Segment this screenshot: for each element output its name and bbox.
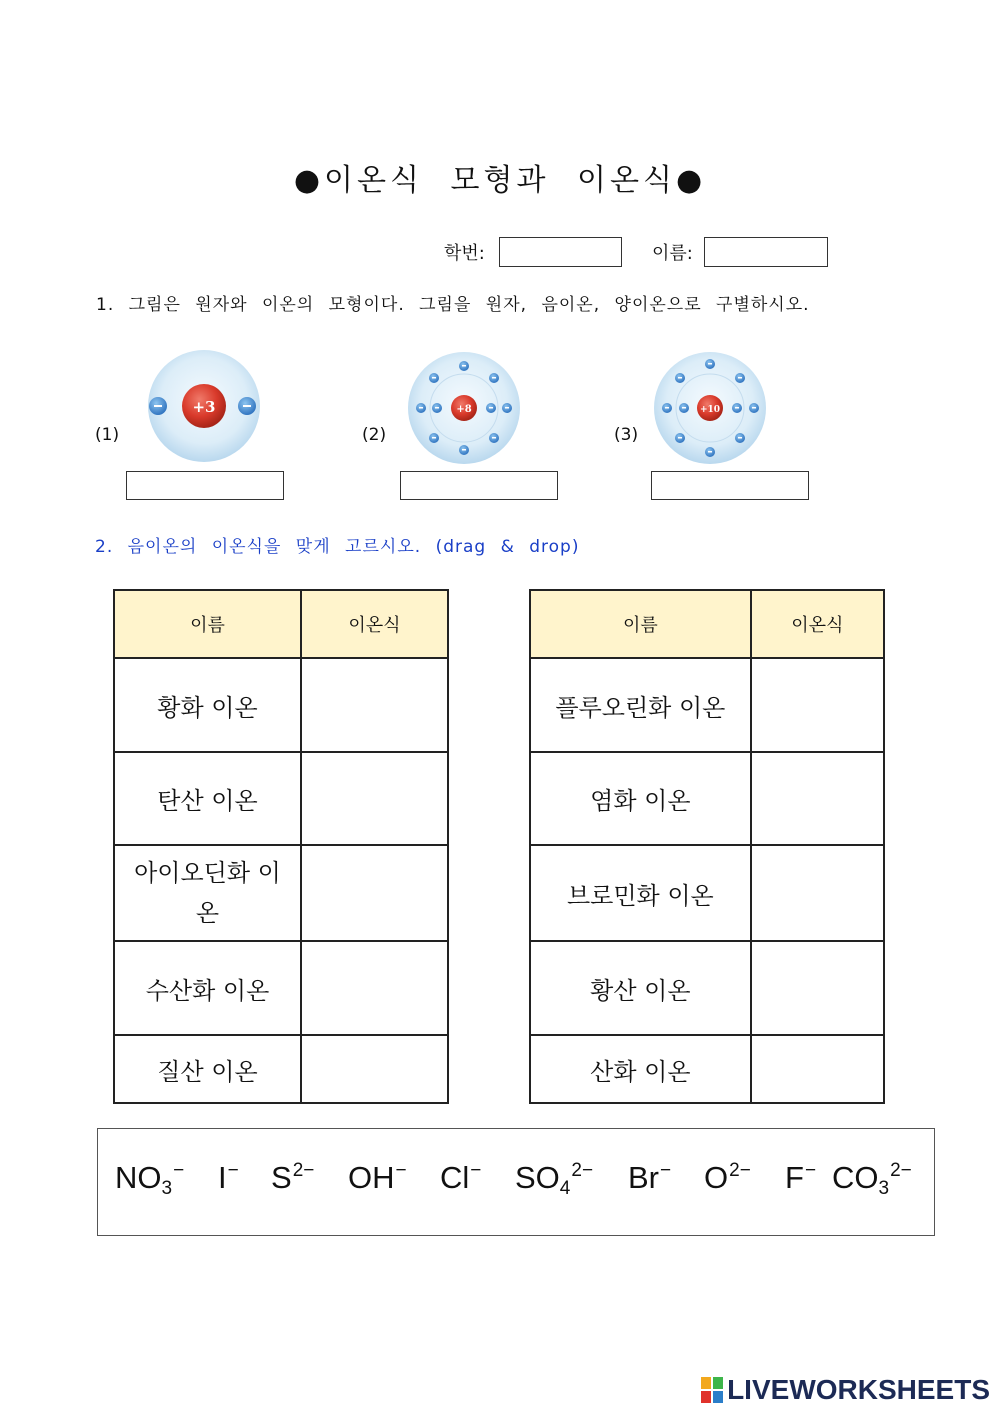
right-header-name: 이름 (530, 590, 751, 658)
atom-2-answer-field[interactable] (400, 471, 558, 500)
atom-1-label: (1) (95, 425, 120, 445)
draggable-ion[interactable]: $SO_4^{2-}$ (515, 1160, 594, 1199)
liveworksheets-logo-text: LIVEWORKSHEETS (727, 1374, 990, 1405)
drop-target[interactable] (751, 1035, 884, 1103)
atom-3-answer-field[interactable] (651, 471, 809, 500)
draggable-ion[interactable]: $O^{2-}$ (704, 1160, 751, 1195)
atom-models (0, 330, 1000, 480)
drop-target[interactable] (301, 658, 448, 752)
drop-target[interactable] (751, 941, 884, 1035)
draggable-ion[interactable]: Cl− (440, 1160, 482, 1195)
draggable-ion[interactable]: $CO_3^{2-}$ (832, 1160, 912, 1199)
student-name-field[interactable] (704, 237, 828, 267)
drop-target[interactable] (301, 752, 448, 845)
student-id-label: 학번: (444, 243, 485, 264)
right-row-name: 염화 이온 (530, 752, 751, 845)
draggable-ion[interactable]: OH− (348, 1160, 407, 1195)
page-title: ●이온식 모형과 이온식● (293, 163, 707, 198)
drop-target[interactable] (301, 845, 448, 941)
left-row-name: 질산 이온 (114, 1035, 301, 1103)
left-row-name: 수산화 이온 (114, 941, 301, 1035)
draggable-ion[interactable]: $NO_3^-$ (115, 1160, 185, 1199)
drop-target[interactable] (751, 658, 884, 752)
right-row-name: 플루오린화 이온 (530, 658, 751, 752)
atom-2-label: (2) (362, 425, 387, 445)
left-row-name: 황화 이온 (114, 658, 301, 752)
draggable-ion[interactable]: $S^{2-}$ (271, 1160, 315, 1195)
right-answer-table (529, 589, 885, 1104)
atom-model-2 (400, 340, 530, 470)
drop-target[interactable] (301, 941, 448, 1035)
drop-target[interactable] (301, 1035, 448, 1103)
liveworksheets-logo (701, 1374, 990, 1406)
question-2-text (95, 532, 579, 557)
nucleus-2-charge: +8 (456, 404, 472, 415)
question-2-prompt: 2. 음이온의 이온식을 맞게 고르시오. (95, 537, 422, 557)
left-header-name: 이름 (114, 590, 301, 658)
student-name-label: 이름: (652, 243, 693, 264)
question-2-hint: (drag & drop) (435, 537, 580, 557)
right-row-name: 산화 이온 (530, 1035, 751, 1103)
draggable-ion[interactable]: Br− (628, 1160, 672, 1195)
drop-target[interactable] (751, 752, 884, 845)
liveworksheets-logo-icon (701, 1377, 723, 1403)
atom-model-3 (654, 352, 766, 464)
draggable-ion[interactable]: I− (218, 1160, 239, 1195)
right-header-formula: 이온식 (751, 590, 884, 658)
drop-target[interactable] (751, 845, 884, 941)
question-1-text: 1. 그림은 원자와 이온의 모형이다. 그림을 원자, 음이온, 양이온으로 구별하시오. (96, 295, 810, 315)
student-id-field[interactable] (499, 237, 622, 267)
right-row-name: 황산 이온 (530, 941, 751, 1035)
atom-model-1 (148, 350, 260, 462)
left-header-formula: 이온식 (301, 590, 448, 658)
atom-3-label: (3) (614, 425, 639, 445)
left-row-name: 아이오딘화 이온 (114, 845, 301, 941)
left-row-name: 탄산 이온 (114, 752, 301, 845)
atom-1-answer-field[interactable] (126, 471, 284, 500)
draggable-ion[interactable]: F− (785, 1160, 817, 1195)
nucleus-3-charge: +10 (699, 405, 721, 415)
left-answer-table (113, 589, 449, 1104)
nucleus-1-charge: +3 (192, 398, 216, 416)
right-row-name: 브로민화 이온 (530, 845, 751, 941)
